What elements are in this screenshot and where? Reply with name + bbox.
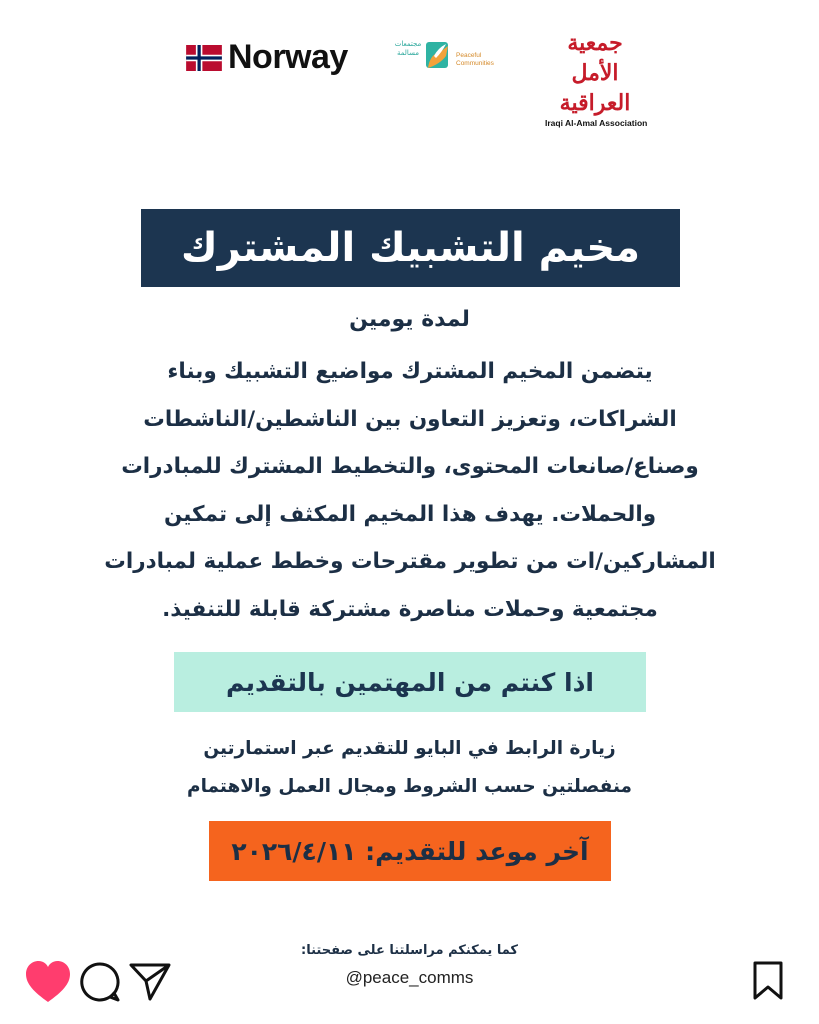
description-line: الشراكات، وتعزيز التعاون بين الناشطين/الناشطات (143, 406, 677, 432)
description-line: المشاركين/ات من تطوير مقترحات وخطط عملية لمبادرات (104, 549, 716, 575)
dove-icon (424, 38, 452, 72)
pc-logo-arabic: مجتمعات مسالمة (394, 40, 422, 57)
send-icon[interactable] (128, 961, 172, 1003)
contact-prompt: كما يمكنكم مراسلتنا على صفحتنا: (301, 943, 518, 958)
description-line: والحملات. يهدف هذا المخيم المكثف إلى تمكين (163, 501, 657, 527)
sponsor-logos (0, 28, 819, 128)
account-handle[interactable]: @peace_comms (345, 968, 474, 987)
deadline-banner: آخر موعد للتقديم: ٢٠٢٦/٤/١١ (209, 821, 611, 881)
description-line: مجتمعية وحملات مناصرة مشتركة قابلة للتنفيذ. (162, 596, 658, 622)
description (80, 348, 740, 634)
iaa-logo-arabic: جمعية الأمل العراقية (559, 30, 631, 116)
duration-text: لمدة يومين (349, 307, 470, 332)
iraqi-al-amal-logo (545, 28, 648, 128)
post-title: مخيم التشبيك المشترك (141, 209, 680, 287)
iaa-logo-english: Iraqi Al-Amal Association (545, 118, 648, 128)
apply-instructions (0, 730, 819, 806)
bookmark-icon[interactable] (752, 961, 784, 1001)
apply-line: زيارة الرابط في البايو للتقديم عبر استمارتين (203, 738, 616, 759)
description-line: وصناع/صانعات المحتوى، والتخطيط المشترك للمبادرات (121, 454, 699, 480)
description-line: يتضمن المخيم المشترك مواضيع التشبيك وبناء (167, 359, 653, 384)
norway-logo (186, 38, 348, 77)
apply-line: منفصلتين حسب الشروط ومجال العمل والاهتمام (187, 776, 632, 797)
pc-logo-english: Peaceful Communities (456, 52, 494, 67)
comment-icon[interactable] (79, 961, 121, 1003)
heart-icon[interactable] (24, 960, 72, 1004)
norway-wordmark: Norway (228, 38, 348, 76)
peaceful-communities-logo (392, 36, 502, 82)
interest-heading: اذا كنتم من المهتمين بالتقديم (174, 652, 646, 712)
norway-flag-icon (186, 45, 222, 71)
